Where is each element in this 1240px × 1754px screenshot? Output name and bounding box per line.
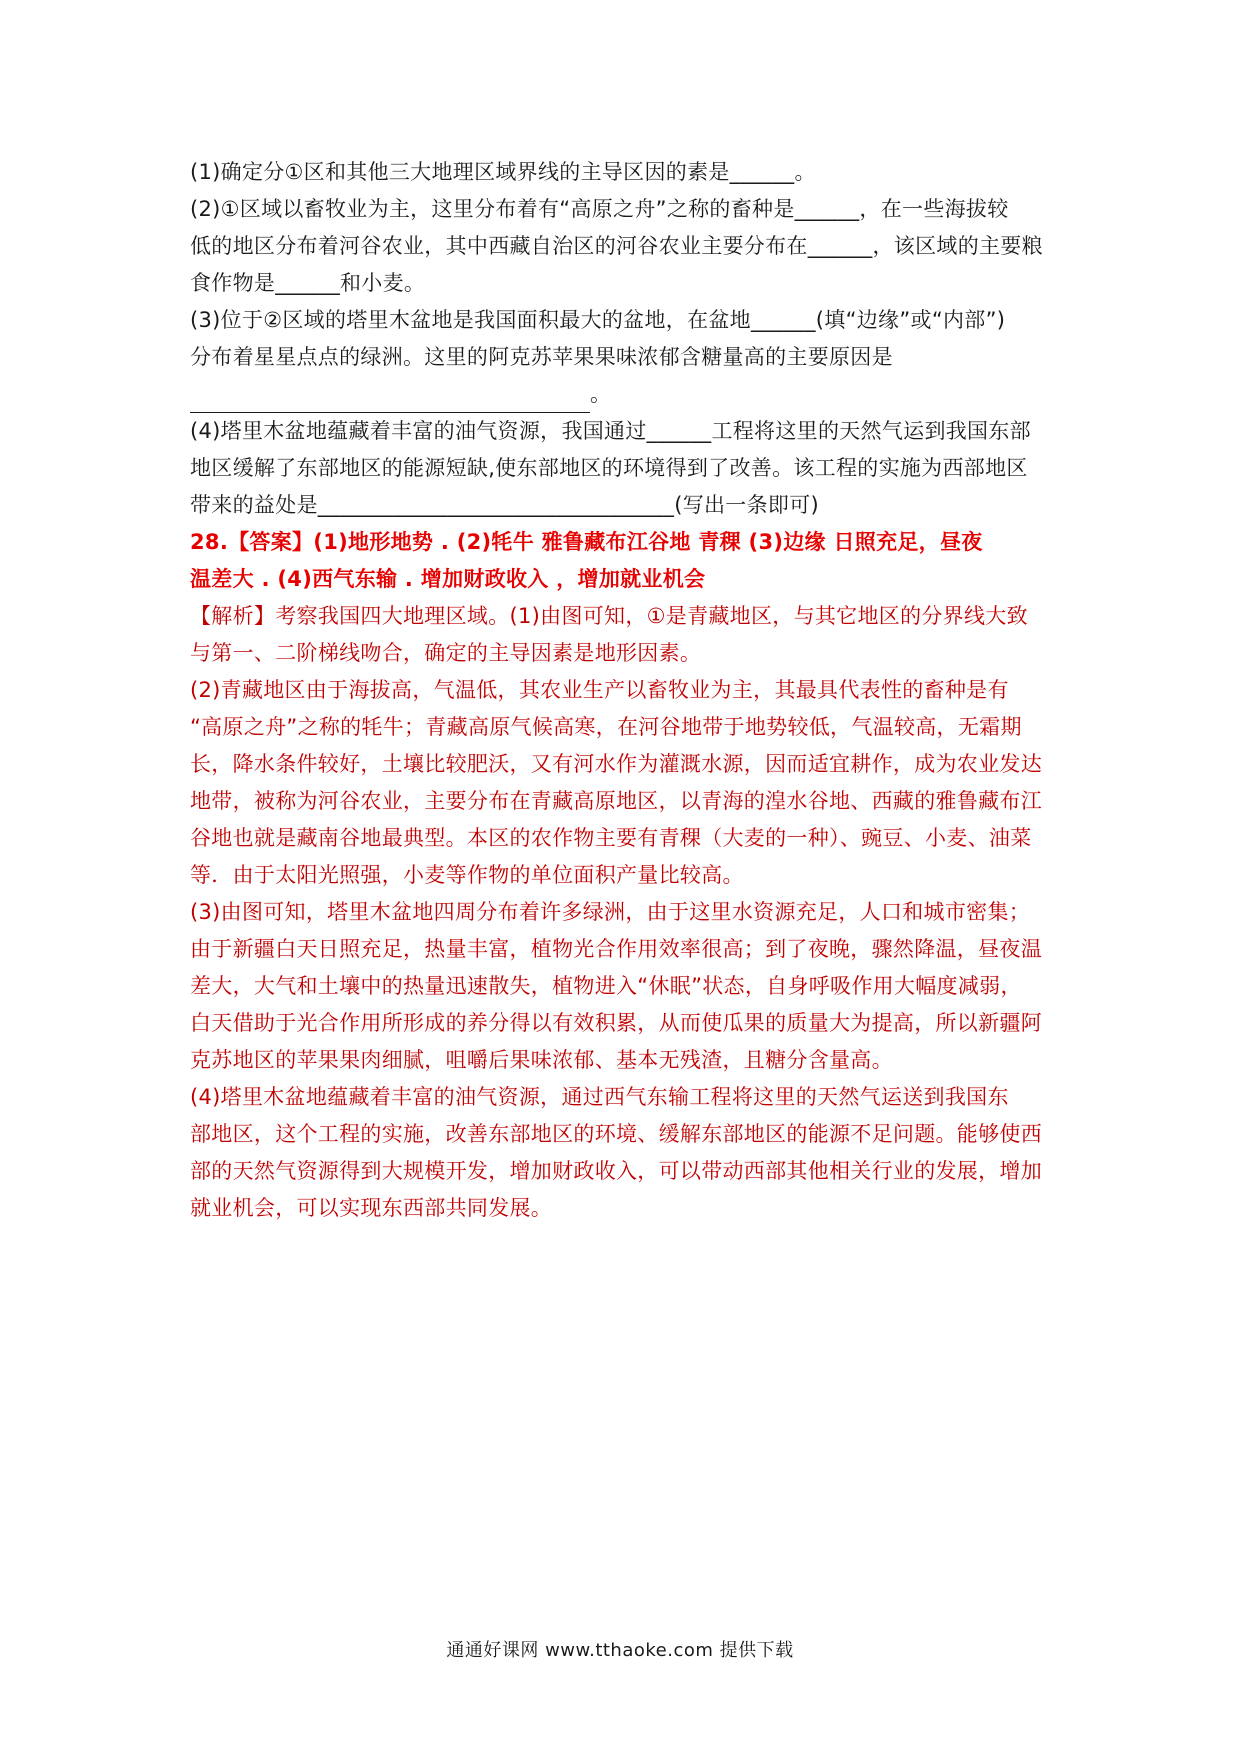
answer-block	[190, 524, 1060, 598]
analysis-line: 与第一、二阶梯线吻合，确定的主导因素是地形因素。	[190, 641, 702, 665]
question-line: (1)确定分①区和其他三大地理区域界线的主导区因的素是______。	[190, 160, 816, 184]
analysis-line: (3)由图可知，塔里木盆地四周分布着许多绿洲，由于这里水资源充足，人口和城市密集；	[190, 900, 1031, 924]
analysis-line: “高原之舟”之称的牦牛；青藏高原气候高寒，在河谷地带于地势较低，气温较高，无霜期	[190, 715, 1022, 739]
document-body	[190, 154, 1060, 1227]
analysis-line: 部地区，这个工程的实施，改善东部地区的环境、缓解东部地区的能源不足问题。能够使西	[190, 1122, 1042, 1146]
analysis-block	[190, 598, 1060, 1227]
analysis-line: 长，降水条件较好，土壤比较肥沃，又有河水作为灌溉水源，因而适宜耕作，成为农业发达	[190, 752, 1042, 776]
analysis-line: 部的天然气资源得到大规模开发，增加财政收入，可以带动西部其他相关行业的发展，增加	[190, 1159, 1042, 1183]
question-line: 低的地区分布着河谷农业，其中西藏自治区的河谷农业主要分布在______，该区域的主要粮	[190, 234, 1043, 258]
question-line: (4)塔里木盆地蕴藏着丰富的油气资源，我国通过______工程将这里的天然气运到我国东部	[190, 419, 1031, 443]
analysis-line: 差大，大气和土壤中的热量迅速散失，植物进入“休眠”状态，自身呼吸作用大幅度减弱，	[190, 974, 1022, 998]
page-footer: 通通好课网 www.tthaoke.com 提供下载	[446, 1640, 794, 1661]
question-line: 地区缓解了东部地区的能源短缺,使东部地区的环境得到了改善。该工程的实施为西部地区	[190, 456, 1028, 480]
analysis-line: 等．由于太阳光照强，小麦等作物的单位面积产量比较高。	[190, 863, 744, 887]
analysis-line: 【解析】考察我国四大地理区域。(1)由图可知，①是青藏地区，与其它地区的分界线大致	[190, 604, 1028, 628]
answer-blank-line	[190, 376, 1060, 413]
question-line: 分布着星星点点的绿洲。这里的阿克苏苹果果味浓郁含糖量高的主要原因是	[190, 345, 893, 369]
question-line: 带来的益处是_________________________________(写出一条即可)	[190, 493, 819, 517]
analysis-line: 地带，被称为河谷农业，主要分布在青藏高原地区，以青海的湟水谷地、西藏的雅鲁藏布江	[190, 789, 1042, 813]
answer-line: 温差大 . (4)西气东输 . 增加财政收入 ，增加就业机会	[190, 567, 706, 591]
answer-blank	[190, 382, 590, 413]
analysis-line: 白天借助于光合作用所形成的养分得以有效积累，从而使瓜果的质量大为提高，所以新疆阿	[190, 1011, 1042, 1035]
analysis-line: 克苏地区的苹果果肉细腻，咀嚼后果味浓郁、基本无残渣，且糖分含量高。	[190, 1048, 893, 1072]
analysis-line: 就业机会，可以实现东西部共同发展。	[190, 1196, 553, 1220]
question-line: (2)①区域以畜牧业为主，这里分布着有“高原之舟”之称的畜种是______，在一些海拔较	[190, 197, 1009, 221]
answer-line: 28.【答案】(1)地形地势 . (2)牦牛 雅鲁藏布江谷地 青稞 (3)边缘 日照充足，昼夜	[190, 530, 983, 554]
analysis-line: 谷地也就是藏南谷地最典型。本区的农作物主要有青稞（大麦的一种）、豌豆、小麦、油菜	[190, 826, 1032, 850]
blank-period: 。	[590, 382, 612, 406]
question-line: (3)位于②区域的塔里木盆地是我国面积最大的盆地，在盆地______(填“边缘”或“内部”)	[190, 308, 1006, 332]
analysis-line: (4)塔里木盆地蕴藏着丰富的油气资源，通过西气东输工程将这里的天然气运送到我国东	[190, 1085, 1009, 1109]
analysis-line: 由于新疆白天日照充足，热量丰富，植物光合作用效率很高；到了夜晚，骤然降温，昼夜温	[190, 937, 1042, 961]
question-block	[190, 154, 1060, 524]
analysis-line: (2)青藏地区由于海拔高，气温低，其农业生产以畜牧业为主，其最具代表性的畜种是有	[190, 678, 1009, 702]
question-line: 食作物是______和小麦。	[190, 271, 426, 295]
